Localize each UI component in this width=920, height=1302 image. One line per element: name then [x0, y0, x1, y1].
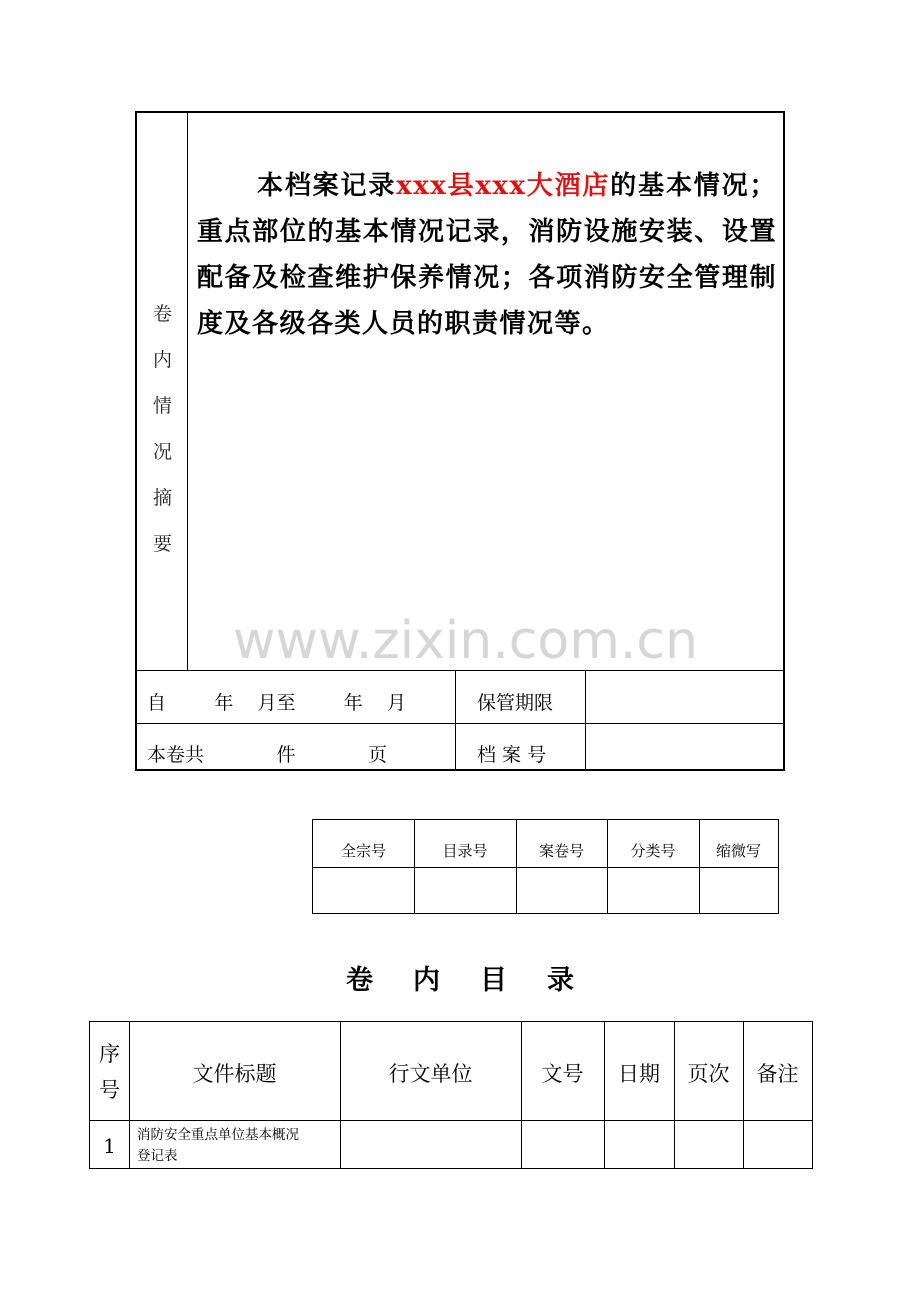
- row-doc-title: [137, 1125, 337, 1167]
- summary-side-char: 摘: [152, 487, 172, 509]
- retention-label: 保管期限: [477, 692, 554, 714]
- header-seq-bottom: 号: [99, 1078, 120, 1102]
- summary-side-char: 情: [152, 395, 172, 417]
- catalog-title: 卷内目录: [346, 965, 614, 996]
- column-divider: [455, 670, 456, 769]
- period-label: 自 年 月至 年 月: [147, 692, 406, 714]
- row-doc-title-line1: 消防安全重点单位基本概况: [137, 1127, 299, 1143]
- header-seq: [90, 1036, 129, 1108]
- header-date: 日期: [618, 1062, 660, 1086]
- header-issuer: 行文单位: [388, 1062, 473, 1086]
- summary-side-column: [137, 113, 188, 670]
- header-class-no: 分类号: [630, 842, 676, 860]
- header-catalog-no: 目录号: [442, 842, 488, 860]
- header-doc-title: 文件标题: [192, 1062, 277, 1086]
- header-fond-no: 全宗号: [340, 842, 386, 860]
- header-doc-no: 文号: [541, 1062, 584, 1086]
- count-label: 本卷共 件 页: [147, 744, 387, 766]
- summary-side-char: 内: [152, 349, 172, 371]
- summary-box: [135, 111, 785, 771]
- summary-side-char: 况: [152, 441, 172, 463]
- row-divider: [137, 670, 783, 671]
- row-seq: 1: [103, 1134, 116, 1158]
- header-remarks: 备注: [756, 1062, 799, 1086]
- archive-no-label: 档 案 号: [477, 744, 547, 766]
- summary-text-highlight: xxx县xxx大酒店: [396, 171, 611, 201]
- header-pages: 页次: [687, 1062, 730, 1086]
- row-divider: [137, 723, 783, 724]
- summary-side-char: 要: [152, 533, 172, 555]
- summary-text: [197, 163, 777, 347]
- summary-text-before: 本档案记录: [257, 171, 397, 201]
- header-volume-no: 案卷号: [538, 842, 584, 860]
- header-microfilm: 缩微写: [715, 842, 761, 860]
- header-seq-top: 序: [99, 1042, 120, 1066]
- summary-side-char: 卷: [152, 303, 172, 325]
- fond-code-table: [312, 819, 779, 914]
- row-doc-title-line2: 登记表: [137, 1148, 178, 1164]
- catalog-table: [89, 1021, 813, 1169]
- watermark: www.zixin.com.cn: [233, 611, 698, 671]
- column-divider: [585, 670, 586, 769]
- row-divider: [90, 1120, 812, 1121]
- row-divider: [313, 867, 778, 868]
- summary-text-after: 的基本情况；重点部位的基本情况记录，消防设施安装、设置配备及检查维护保养情况；各项消防安全管理制度及各级各类人员的职责情况等。: [197, 171, 777, 339]
- summary-side-label: [137, 291, 188, 567]
